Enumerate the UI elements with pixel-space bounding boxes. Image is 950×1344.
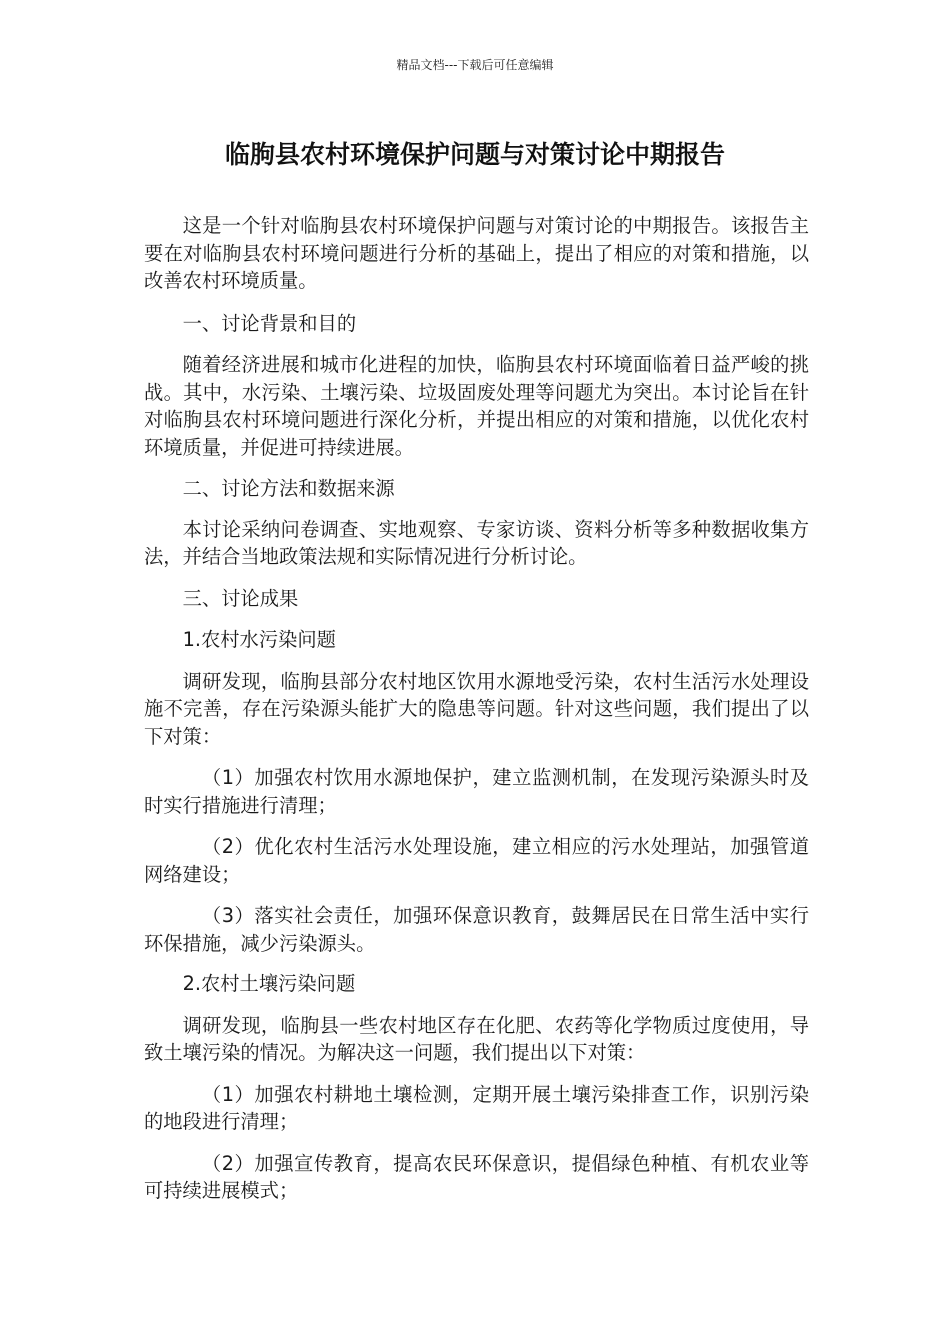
water-measure-2: （2）优化农村生活污水处理设施，建立相应的污水处理站，加强管道网络建设； (144, 835, 809, 886)
section-heading-results: 三、讨论成果 (182, 586, 299, 610)
document-title: 临朐县农村环境保护问题与对策讨论中期报告 (224, 140, 725, 169)
subheading-water-pollution: 1.农村水污染问题 (182, 628, 336, 651)
soil-measure-1: （1）加强农村耕地土壤检测，定期开展土壤污染排查工作，识别污染的地段进行清理； (144, 1082, 809, 1133)
intro-paragraph: 这是一个针对临朐县农村环境保护问题与对策讨论的中期报告。该报告主要在对临朐县农村环境问题进行分析的基础上，提出了相应的对策和措施，以改善农村环境质量。 (144, 214, 809, 292)
water-pollution-paragraph: 调研发现，临朐县部分农村地区饮用水源地受污染，农村生活污水处理设施不完善，存在污染源头能扩大的隐患等问题。针对这些问题，我们提出了以下对策： (144, 669, 809, 748)
subheading-soil-pollution: 2.农村土壤污染问题 (182, 972, 356, 995)
water-measure-1: （1）加强农村饮用水源地保护，建立监测机制，在发现污染源头时及时实行措施进行清理； (144, 766, 809, 817)
header-note: 精品文档---下载后可任意编辑 (396, 58, 554, 72)
methods-paragraph: 本讨论采纳问卷调查、实地观察、专家访谈、资料分析等多种数据收集方法，并结合当地政策法规和实际情况进行分析讨论。 (144, 517, 809, 568)
document-body (144, 212, 809, 1205)
water-measure-3: （3）落实社会责任，加强环保意识教育，鼓舞居民在日常生活中实行环保措施，减少污染源头。 (144, 904, 809, 955)
background-paragraph: 随着经济进展和城市化进程的加快，临朐县农村环境面临着日益严峻的挑战。其中，水污染、土壤污染、垃圾固废处理等问题尤为突出。本讨论旨在针对临朐县农村环境问题进行深化分析，并提出相应的对策和措施，以优化农村环境质量，并促进可持续进展。 (144, 353, 809, 459)
soil-measure-2: （2）加强宣传教育，提高农民环保意识，提倡绿色种植、有机农业等可持续进展模式； (144, 1151, 809, 1202)
soil-pollution-paragraph: 调研发现，临朐县一些农村地区存在化肥、农药等化学物质过度使用，导致土壤污染的情况。为解决这一问题，我们提出以下对策： (144, 1013, 809, 1064)
section-heading-methods: 二、讨论方法和数据来源 (182, 477, 395, 500)
section-heading-background: 一、讨论背景和目的 (182, 311, 357, 335)
